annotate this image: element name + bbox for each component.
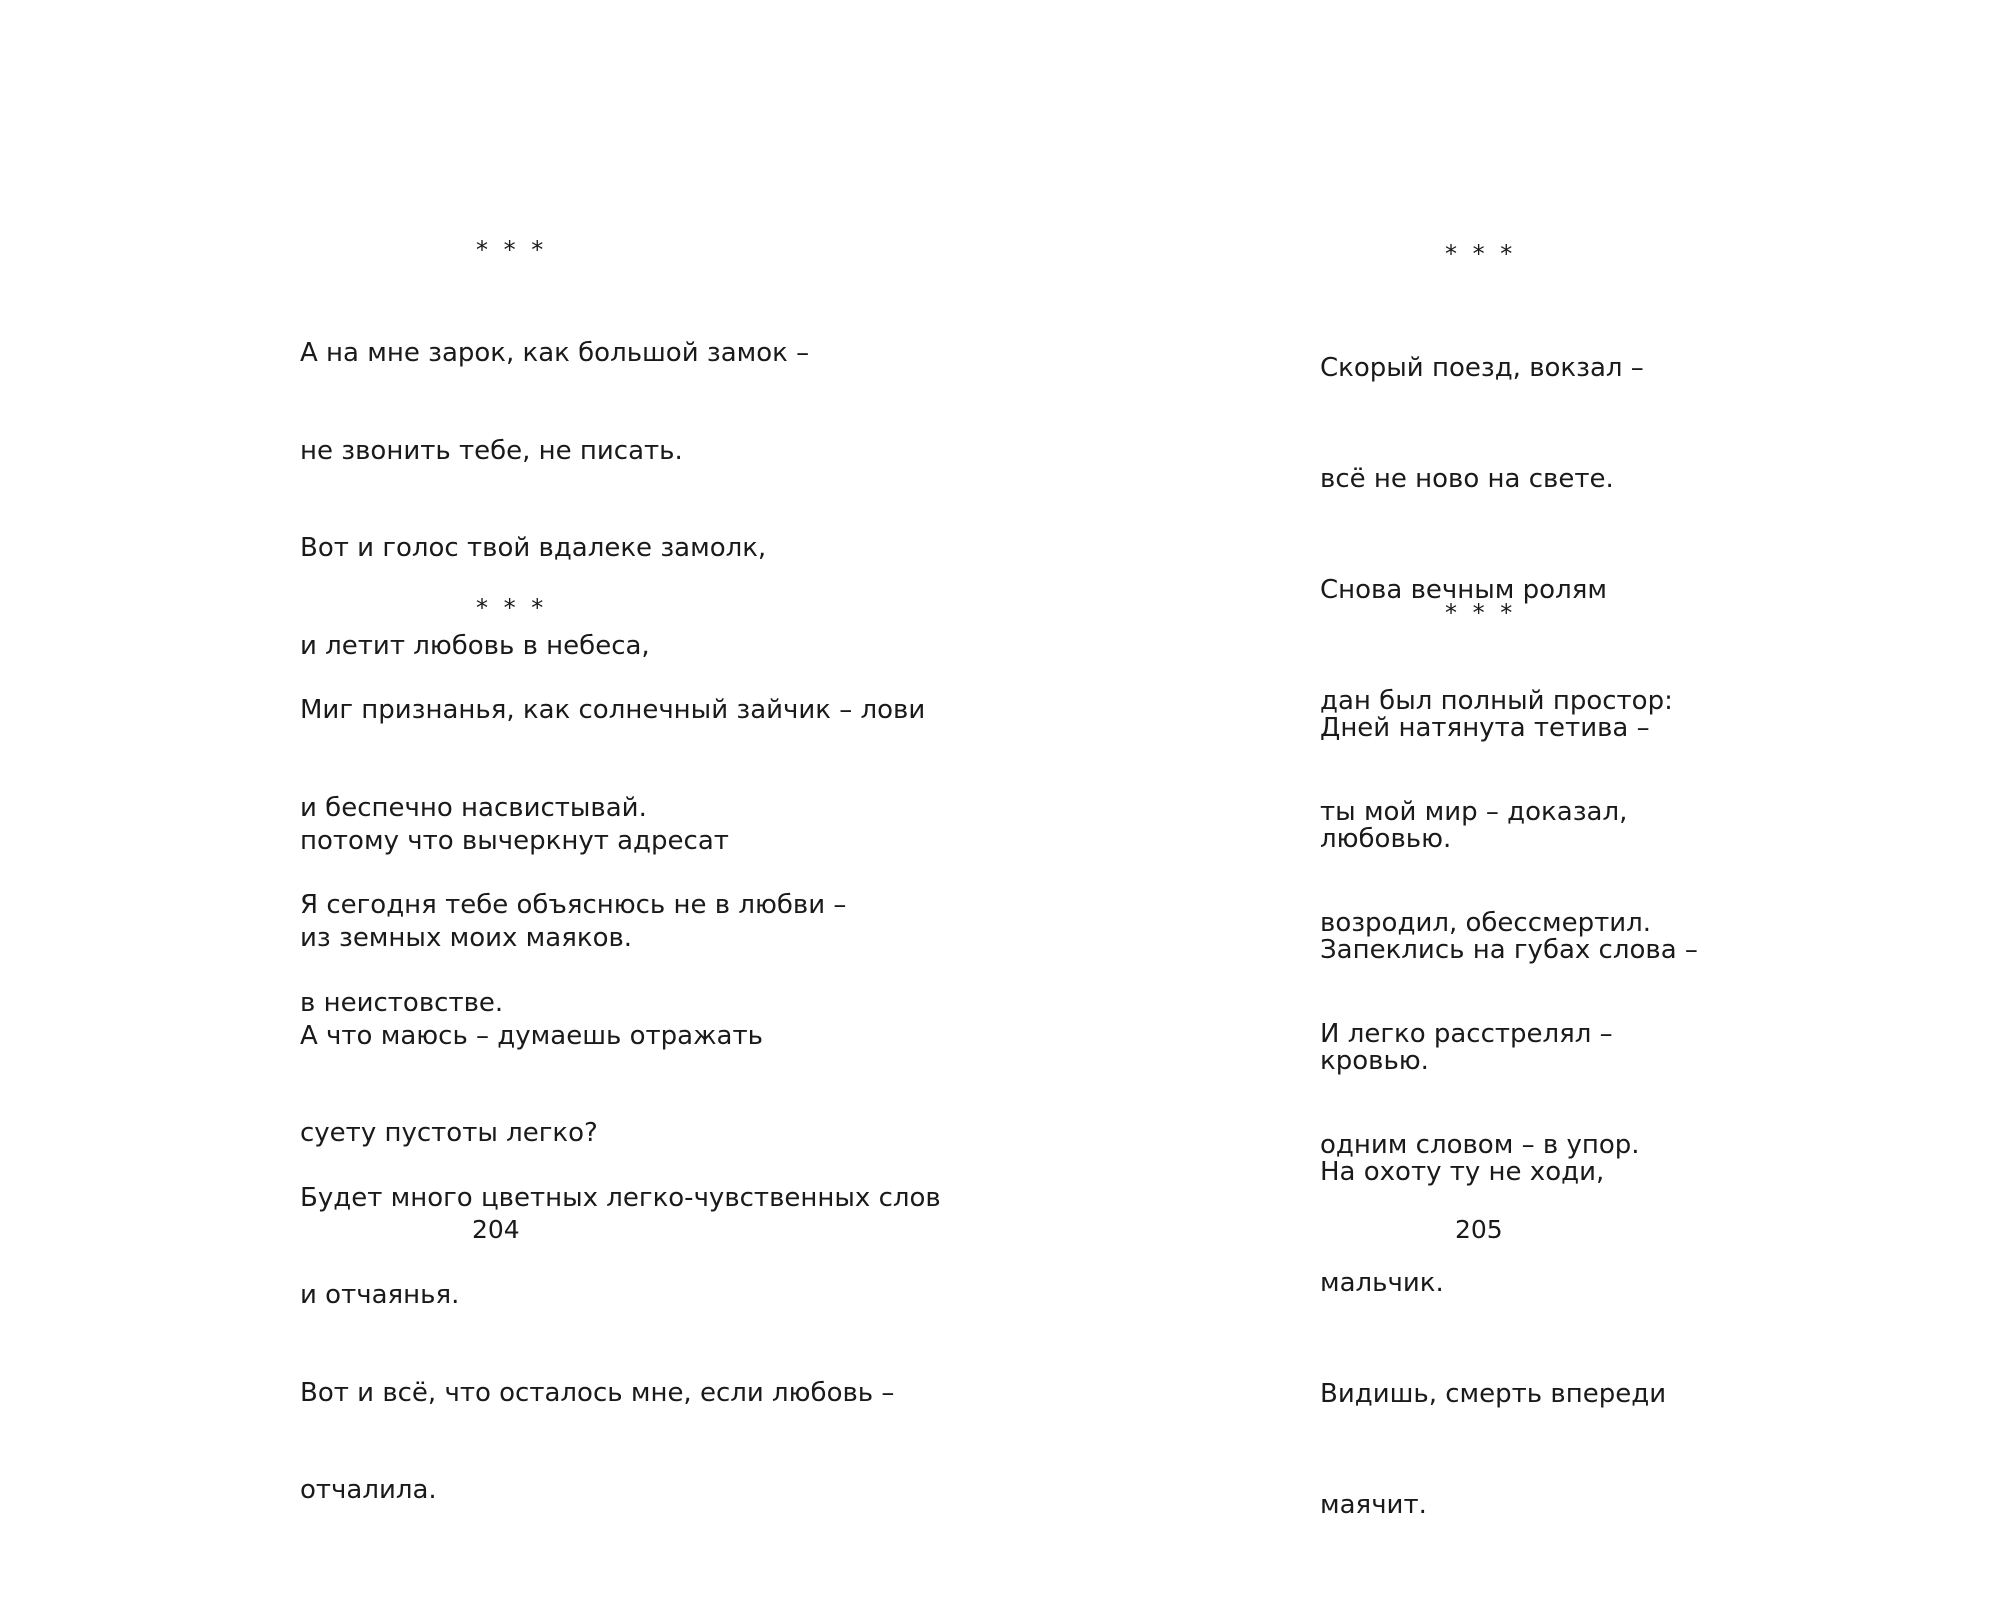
poem-block [300,629,941,1572]
poem-line: одним словом – в упор. [1320,1130,1640,1160]
page-number: 204 [472,1215,520,1244]
poem-line: не звонить тебе, не писать. [300,435,683,466]
poem-line: Запеклись на губах слова – [1320,935,1698,965]
poem-line: Вот и всё, что осталось мне, если любовь – [300,1377,895,1408]
poem-line: и летит любовь в небеса, [300,630,650,661]
poem-line: дан был полный простор: [1320,686,1673,716]
poem-line: маячит. [1320,1490,1427,1520]
poem-line: кровью. [1320,1046,1429,1076]
poem-separator: * * * [476,594,548,622]
poem-line: из земных моих маяков. [300,923,633,953]
poem-line: Будет много цветных легко-чувственных слов [300,1182,941,1213]
poem-block [1320,636,1698,1598]
poem-separator: * * * [1445,599,1517,627]
page-number: 205 [1455,1215,1503,1244]
poem-line: мальчик. [1320,1268,1444,1298]
poem-line: Вот и голос твой вдалеке замолк, [300,533,767,563]
poem-line: ты мой мир – доказал, [1320,797,1628,827]
poem-line: потому что вычеркнут адресат [300,825,729,856]
left-page [0,0,1004,1505]
poem-line: Миг признанья, как солнечный зайчик – лови [300,695,926,725]
poem-line: Снова вечным ролям [1320,575,1607,605]
poem-line: отчалила. [300,1475,437,1505]
poem-line: суету пустоты легко? [300,1118,598,1148]
poem-line: На охоту ту не ходи, [1320,1157,1605,1187]
stanza-gap [300,1084,941,1117]
poem-line: всё не ново на свете. [1320,464,1614,494]
poem-line: любовью. [1320,824,1452,854]
poem-line: И легко расстрелял – [1320,1019,1613,1049]
poem-line: Я сегодня тебе объяснюсь не в любви – [300,890,847,920]
poem-line: в неистовстве. [300,987,504,1018]
poem-line: А на мне зарок, как большой замок – [300,338,810,368]
poem-line: возродил, обессмертил. [1320,908,1652,938]
poem-line: и отчаянья. [300,1280,460,1310]
poem-line: Дней натянута тетива – [1320,713,1650,743]
poem-separator: * * * [476,236,548,264]
right-page [1004,0,2009,1520]
poem-line: А что маюсь – думаешь отражать [300,1020,763,1051]
poem-line: Скорый поезд, вокзал – [1320,353,1644,383]
poem-line: Видишь, смерть впереди [1320,1379,1667,1409]
poem-line: и беспечно насвистывай. [300,792,647,823]
poem-separator: * * * [1445,240,1517,268]
